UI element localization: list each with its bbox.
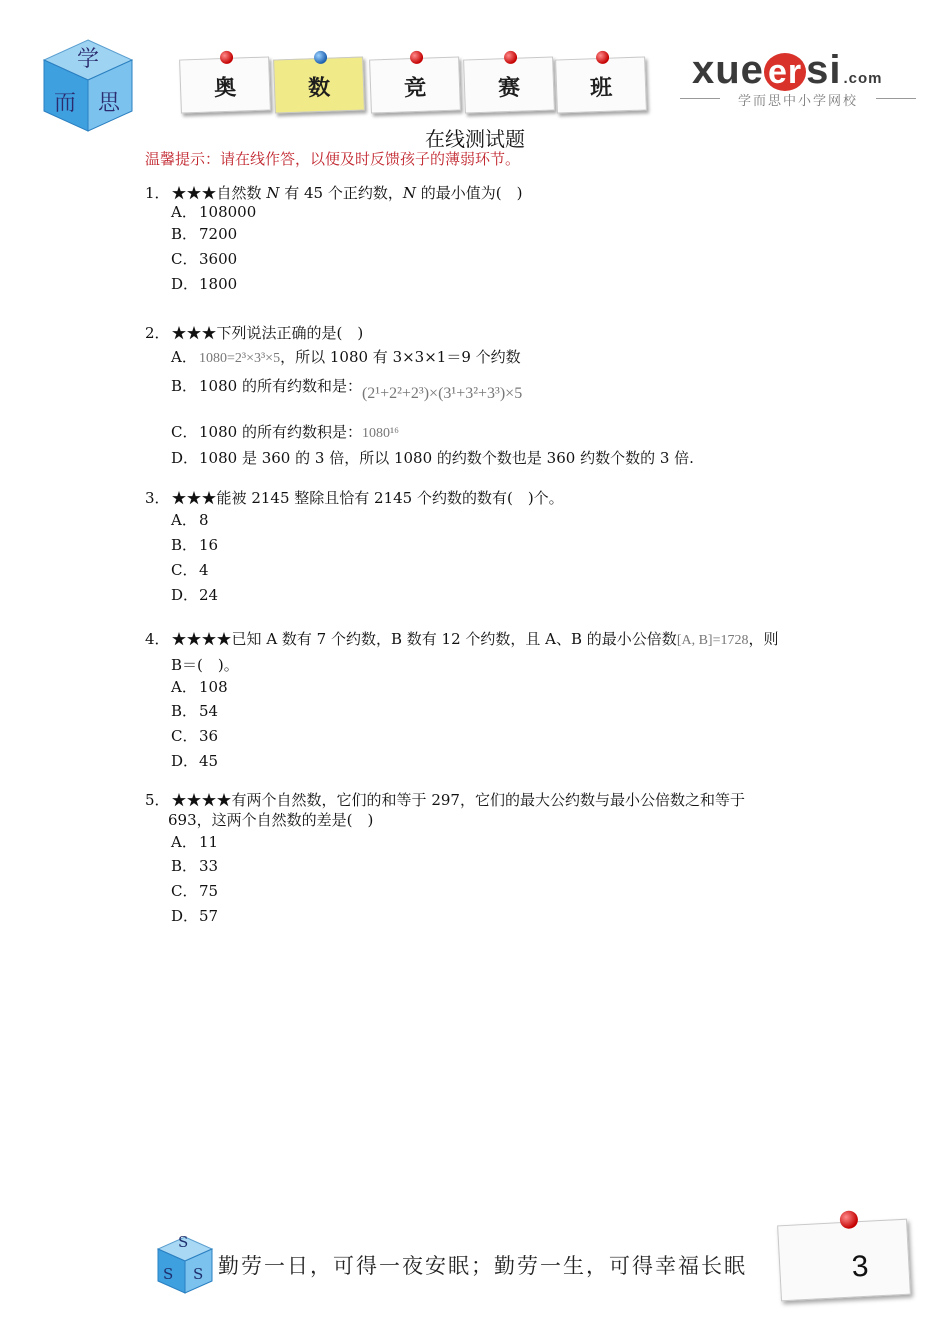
option-math: 1080=2³×3³×5 xyxy=(199,351,281,366)
stem-variable: N xyxy=(402,184,416,202)
option-letter: D． xyxy=(171,752,199,770)
pushpin-icon xyxy=(504,51,517,64)
option-5b[interactable] xyxy=(171,857,218,876)
option-4d[interactable] xyxy=(171,752,218,771)
question-5-line2: 693，这两个自然数的差是( ) xyxy=(168,811,374,829)
option-letter: C． xyxy=(171,727,198,745)
question-4 xyxy=(145,630,825,650)
option-letter: D． xyxy=(171,449,199,467)
option-letter: C． xyxy=(171,423,198,441)
option-text: 108000 xyxy=(199,203,257,221)
option-text: 4 xyxy=(199,561,209,579)
tab-sai[interactable] xyxy=(463,56,555,113)
option-3a[interactable] xyxy=(171,511,209,530)
option-text: 1080 的所有约数和是： xyxy=(199,377,362,395)
option-2c[interactable] xyxy=(171,423,399,443)
question-number: 2． xyxy=(145,324,170,342)
question-number: 1． xyxy=(145,184,170,202)
question-3 xyxy=(145,489,825,508)
option-text: 1080 是 360 的 3 倍，所以 1080 的约数个数也是 360 约数个数的 3 倍. xyxy=(199,449,694,467)
pushpin-icon xyxy=(596,51,609,64)
question-number: 5． xyxy=(145,791,170,809)
option-text: 45 xyxy=(199,752,219,770)
option-letter: D． xyxy=(171,907,199,925)
brand-highlight: er xyxy=(764,53,806,91)
option-math: 1080¹⁶ xyxy=(361,426,400,441)
cube-char-1: 学 xyxy=(77,47,100,72)
cube-letter: S xyxy=(193,1265,204,1283)
option-2a[interactable] xyxy=(171,348,521,368)
option-text: 7200 xyxy=(199,225,238,243)
option-text: 1800 xyxy=(199,275,238,293)
option-2b[interactable] xyxy=(171,377,523,402)
pushpin-icon xyxy=(314,51,327,64)
option-letter: B． xyxy=(171,536,198,554)
footer-motto: 勤劳一日，可得一夜安眠；勤劳一生，可得幸福长眠 xyxy=(218,1254,747,1278)
footer-cube-logo xyxy=(156,1235,214,1295)
cube-letter: S xyxy=(178,1233,189,1251)
option-1c[interactable] xyxy=(171,250,237,269)
option-text: 24 xyxy=(199,586,219,604)
stem-part: 有 45 个正约数， xyxy=(279,184,403,202)
option-text: 3600 xyxy=(199,250,238,268)
option-1d[interactable] xyxy=(171,275,237,294)
page-number: 3 xyxy=(850,1249,870,1284)
option-text: 11 xyxy=(199,833,219,851)
tab-shu[interactable] xyxy=(273,56,365,113)
page-title: 在线测试题 xyxy=(425,127,525,151)
stem-variable: N xyxy=(266,184,280,202)
cube-char-3: 思 xyxy=(98,91,121,116)
question-stem xyxy=(172,184,523,202)
option-letter: B． xyxy=(171,225,198,243)
question-stem: ★★★★已知 A 数有 7 个约数，B 数有 12 个约数，且 A、B 的最小公倍数 xyxy=(171,630,677,648)
option-4a[interactable] xyxy=(171,678,228,697)
option-text: 54 xyxy=(199,702,219,720)
question-stem: ★★★★有两个自然数，它们的和等于 297，它们的最大公约数与最小公倍数之和等于 xyxy=(171,791,745,809)
option-letter: C． xyxy=(171,250,198,268)
option-letter: D． xyxy=(171,275,199,293)
pushpin-icon xyxy=(410,51,423,64)
cube-char-2: 而 xyxy=(54,91,77,116)
option-letter: D． xyxy=(171,586,199,604)
page-number-note xyxy=(777,1219,911,1302)
question-stem-tail: ，则 xyxy=(748,630,779,648)
xueersi-cube-logo xyxy=(42,38,134,133)
option-text: 33 xyxy=(199,857,219,875)
question-5 xyxy=(145,791,825,810)
tab-jing[interactable] xyxy=(369,56,461,113)
cube-letter: S xyxy=(163,1265,174,1283)
tab-label: 班 xyxy=(589,75,613,102)
tab-ban[interactable] xyxy=(555,56,647,113)
option-letter: C． xyxy=(171,561,198,579)
stem-part: 的最小值为( ) xyxy=(415,184,523,202)
question-number: 3． xyxy=(145,489,170,507)
tip-text: 温馨提示：请在线作答，以便及时反馈孩子的薄弱环节。 xyxy=(145,150,521,168)
option-3d[interactable] xyxy=(171,586,218,605)
tab-label: 竞 xyxy=(403,75,427,102)
option-letter: A． xyxy=(171,348,197,366)
brand-prefix: xue xyxy=(692,48,764,92)
stem-part: ★★★自然数 xyxy=(171,184,267,202)
option-letter: B． xyxy=(171,702,198,720)
option-2d[interactable] xyxy=(171,449,694,468)
question-2 xyxy=(145,324,825,343)
option-3c[interactable] xyxy=(171,561,209,580)
option-text: 57 xyxy=(199,907,219,925)
stem-math: [A, B]=1728 xyxy=(676,633,749,648)
option-letter: A． xyxy=(171,678,197,696)
option-letter: B． xyxy=(171,377,198,395)
option-letter: A． xyxy=(171,511,197,529)
question-number: 4． xyxy=(145,630,170,648)
option-5c[interactable] xyxy=(171,882,218,901)
option-letter: B． xyxy=(171,857,198,875)
tab-label: 奥 xyxy=(213,75,237,102)
brand-subtitle: 学而思中小学网校 xyxy=(680,90,916,109)
option-text: 108 xyxy=(199,678,228,696)
question-stem: ★★★能被 2145 整除且恰有 2145 个约数的数有( )个。 xyxy=(171,489,564,507)
option-5d[interactable] xyxy=(171,907,218,926)
option-1b[interactable] xyxy=(171,225,237,244)
brand-suffix: si xyxy=(806,48,842,92)
pushpin-icon xyxy=(220,51,233,64)
option-text: ，所以 1080 有 3×3×1＝9 个约数 xyxy=(280,348,521,366)
question-1 xyxy=(145,184,825,203)
option-text: 16 xyxy=(199,536,219,554)
option-letter: A． xyxy=(171,203,197,221)
tab-label: 赛 xyxy=(497,75,521,102)
tab-ao[interactable] xyxy=(179,56,271,113)
option-4b[interactable] xyxy=(171,702,218,721)
tab-label: 数 xyxy=(307,75,331,102)
option-3b[interactable] xyxy=(171,536,218,555)
option-text: 36 xyxy=(199,727,219,745)
option-4c[interactable] xyxy=(171,727,218,746)
option-1a[interactable] xyxy=(171,203,256,222)
option-5a[interactable] xyxy=(171,833,218,852)
question-stem: ★★★下列说法正确的是( ) xyxy=(171,324,364,342)
option-math: (2¹+2²+2³)×(3¹+3²+3³)×5 xyxy=(361,385,523,402)
option-text: 75 xyxy=(199,882,219,900)
brand-tld: .com xyxy=(843,70,883,87)
question-4-line2: B＝( )。 xyxy=(171,656,239,674)
option-letter: A． xyxy=(171,833,197,851)
option-text: 1080 的所有约数积是： xyxy=(199,423,362,441)
option-text: 8 xyxy=(199,511,209,529)
option-letter: C． xyxy=(171,882,198,900)
pushpin-icon xyxy=(839,1210,858,1229)
brand-wordmark[interactable] xyxy=(692,48,882,93)
